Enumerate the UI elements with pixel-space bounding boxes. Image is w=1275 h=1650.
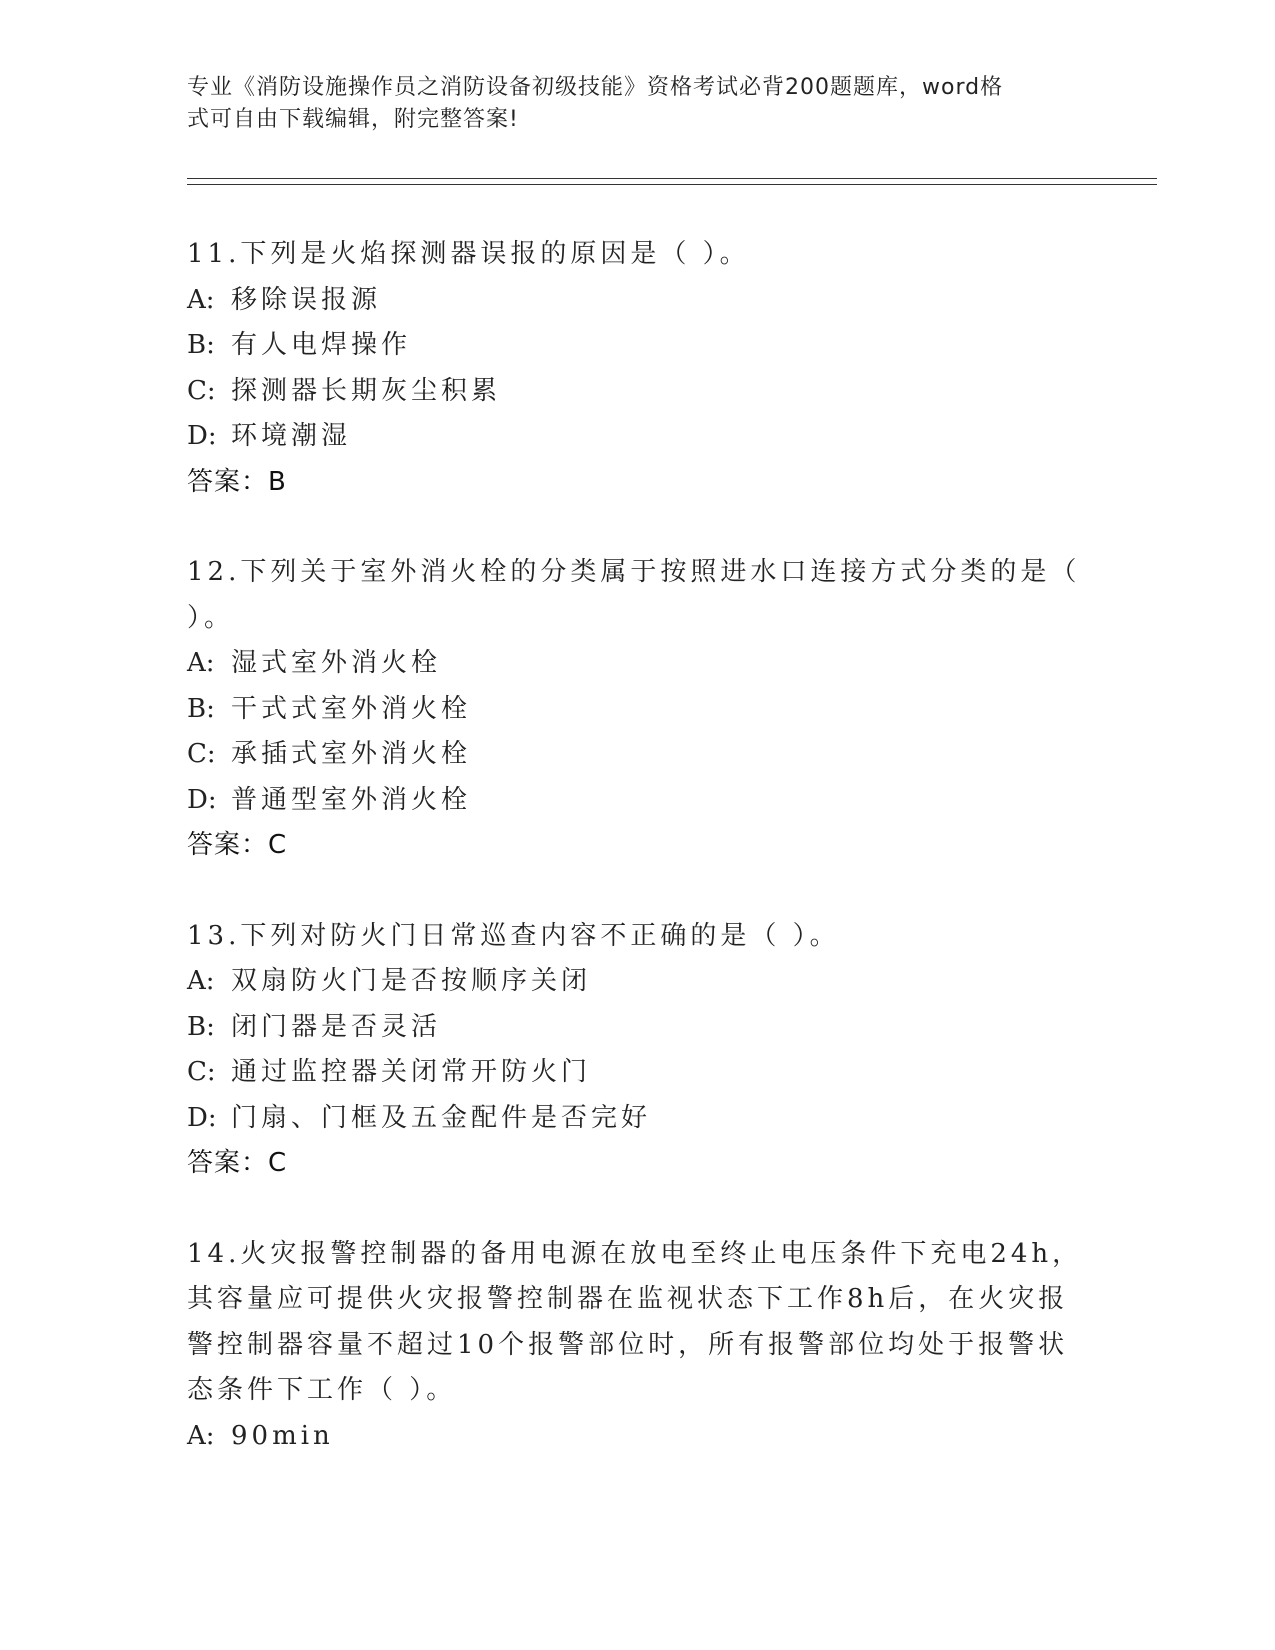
option-text: 门扇、门框及五金配件是否完好 [231,1102,652,1133]
header-divider-top [187,178,1157,179]
option-text: 干式式室外消火栓 [231,693,472,724]
document-header [187,72,1087,136]
question-list [187,232,1087,1504]
option-key: D: [187,1102,217,1133]
option-key: A: [187,284,215,315]
option-key: C: [187,739,216,769]
option-d [187,778,1087,824]
option-text: 移除误报源 [231,284,382,315]
option-a [187,1414,1087,1460]
option-key: C: [187,375,216,406]
option-text: 闭门器是否灵活 [231,1011,442,1042]
option-c [187,369,1087,415]
option-text: 承插式室外消火栓 [231,739,472,769]
header-title-line-2: 式可自由下载编辑，附完整答案! [187,107,519,132]
option-a [187,278,1087,324]
answer-line: 答案：B [187,466,287,497]
option-text: 有人电焊操作 [231,330,412,360]
option-b [187,323,1087,369]
option-key: C: [187,1057,216,1087]
question-12 [187,550,1087,869]
option-c [187,732,1087,778]
answer-line: 答案：C [187,830,288,860]
question-stem: 12.下列关于室外消火栓的分类属于按照进水口连接方式分类的是（ ）。 [187,557,1081,633]
option-key: A: [187,966,215,996]
option-d [187,414,1087,460]
header-title-line-1: 专业《消防设施操作员之消防设备初级技能》资格考试必背200题题库，word格 [187,75,1004,100]
question-11 [187,232,1087,505]
option-a [187,641,1087,687]
option-d [187,1096,1087,1142]
option-c [187,1050,1087,1096]
option-key: A: [187,1420,215,1451]
option-key: A: [187,648,215,678]
option-b [187,687,1087,733]
question-stem: 13.下列对防火门日常巡查内容不正确的是（ ）。 [187,920,840,951]
option-a [187,959,1087,1005]
question-stem: 14.火灾报警控制器的备用电源在放电至终止电压条件下充电24h，其容量应可提供火灾报警控制器在监视状态下工作8h后，在火灾报警控制器容量不超过10个报警部位时，所有报警部位均处于报警状态条件下工作（ ）。 [187,1238,1083,1405]
answer-line: 答案：C [187,1148,288,1178]
header-divider-bottom [187,184,1157,185]
option-text: 环境潮湿 [231,421,352,451]
option-text: 通过监控器关闭常开防火门 [231,1057,592,1087]
option-key: D: [187,421,217,451]
option-key: B: [187,330,215,360]
option-text: 双扇防火门是否按顺序关闭 [231,966,592,996]
option-text: 普通型室外消火栓 [231,784,472,815]
option-key: B: [187,693,215,724]
option-text: 湿式室外消火栓 [231,648,442,678]
option-key: B: [187,1011,215,1042]
option-b [187,1005,1087,1051]
option-text: 探测器长期灰尘积累 [231,375,502,406]
question-13 [187,914,1087,1187]
question-14 [187,1232,1087,1460]
option-key: D: [187,784,217,815]
question-stem: 11.下列是火焰探测器误报的原因是（ ）。 [187,239,750,269]
option-text: 90min [231,1420,334,1451]
